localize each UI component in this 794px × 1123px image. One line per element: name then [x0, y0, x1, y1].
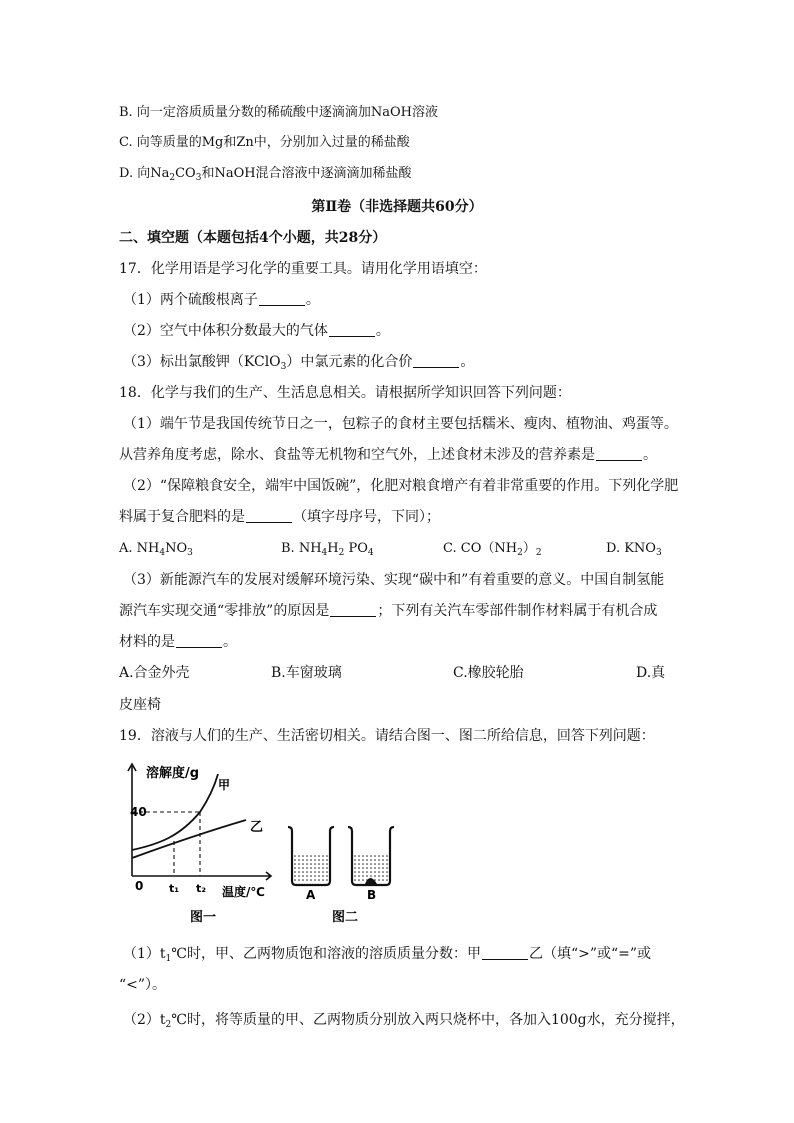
figure-1-caption: 图一 — [190, 910, 217, 925]
q18-sub3-line2: 源汽车实现交通“零排放”的原因是 ；下列有关汽车零部件制作材料属于有机合成 — [119, 603, 658, 619]
x-tick-t2: t₂ — [196, 882, 207, 895]
material-option-d-cont: 皮座椅 — [119, 697, 161, 713]
q18-sub2-line1: （2）“保障粮食安全，端牢中国饭碗”，化肥对粮食增产有着非常重要的作用。下列化学肥 — [123, 478, 679, 494]
q17-sub2: （2）空气中体积分数最大的气体 。 — [123, 323, 390, 339]
q19-stem: 19．溶液与人们的生产、生活密切相关。请结合图一、图二所给信息，回答下列问题： — [119, 728, 655, 744]
q19-sub1-line1: $(1)t_1℃$时，甲、乙两物质饱和溶液的溶质质量分数：甲 乙（填“>”或“=”或 — [123, 946, 652, 964]
answer-blank[interactable] — [259, 291, 305, 306]
q16-option-b: B. 向一定溶质质量分数的稀硫酸中逐滴滴加NaOH溶液 — [119, 105, 438, 120]
option-d: D. $KNO_3$ — [606, 541, 662, 558]
option-b: B. $NH_4H_2$ $PO_4$ — [281, 541, 374, 558]
curve-yi-label: 乙 — [250, 820, 264, 835]
option-c: C. $CO(NH_2)_2$ — [443, 541, 542, 558]
figure-2-beakers — [282, 815, 397, 930]
q18-sub1-line1: （1）端午节是我国传统节日之一，包粽子的食材主要包括糯米、瘦肉、植物油、鸡蛋等。 — [123, 416, 678, 432]
answer-blank[interactable] — [176, 633, 222, 648]
answer-blank[interactable] — [413, 353, 459, 368]
q17-sub3: （3）标出氯酸钾（KClO$_3$）中氯元素的化合价 。 — [123, 354, 475, 372]
q16-option-d: D. 向$Na_2CO_3$和NaOH混合溶液中逐滴滴加稀盐酸 — [119, 166, 412, 183]
figure-1-solubility-graph — [120, 758, 280, 928]
beaker-b — [348, 827, 394, 885]
beaker-b-label: B — [367, 888, 377, 902]
part-heading: 二、填空题（本题包括4个小题，共28分） — [119, 230, 387, 246]
curve-yi — [132, 820, 246, 858]
x-tick-t1: t₁ — [169, 882, 180, 895]
option-a: A. $NH_4NO_3$ — [119, 541, 193, 558]
material-option-d: D.真 — [636, 665, 666, 681]
q17-sub1: （1）两个硫酸根离子 。 — [123, 292, 320, 308]
q18-stem: 18．化学与我们的生产、生活息息相关。请根据所学知识回答下列问题： — [119, 385, 571, 401]
x-axis-label: 温度/℃ — [222, 885, 265, 899]
curve-jia-label: 甲 — [218, 778, 231, 792]
material-option-a: A.合金外壳 — [119, 665, 190, 681]
q19-sub2-line1: $(2)t_2℃$时，将等质量的甲、乙两物质分别放入两只烧杯中，各加入100g水，充分搅拌， — [123, 1012, 685, 1030]
q18-sub1-line2: 从营养角度考虑，除水、食盐等无机物和空气外，上述食材未涉及的营养素是 。 — [119, 447, 657, 463]
q18-sub3-line3: 材料的是 。 — [119, 634, 237, 650]
answer-blank[interactable] — [330, 602, 376, 617]
q19-sub1-line2: “<”）。 — [119, 977, 167, 993]
answer-blank[interactable] — [482, 945, 528, 960]
material-option-c: C.橡胶轮胎 — [453, 665, 524, 681]
answer-blank[interactable] — [596, 446, 642, 461]
q16-option-c: C. 向等质量的Mg和Zn中，分别加入过量的稀盐酸 — [119, 135, 410, 150]
q18-sub3-line1: （3）新能源汽车的发展对缓解环境污染、实现“碳中和”有着重要的意义。中国自制氢能 — [123, 572, 665, 588]
answer-blank[interactable] — [329, 322, 375, 337]
y-tick-40: 40 — [130, 805, 147, 819]
q18-sub2-line2: 料属于复合肥料的是 （填字母序号，下同）； — [119, 509, 440, 525]
beaker-a — [288, 827, 334, 885]
material-option-b: B.车窗玻璃 — [271, 665, 342, 681]
figure-2-caption: 图二 — [332, 910, 359, 925]
y-axis-label: 溶解度/g — [146, 766, 200, 781]
section-title: 第Ⅱ卷（非选择题共60分） — [311, 199, 483, 215]
q17-stem: 17．化学用语是学习化学的重要工具。请用化学用语填空： — [119, 261, 487, 277]
beaker-a-label: A — [306, 888, 316, 902]
origin-label: 0 — [135, 879, 144, 893]
answer-blank[interactable] — [246, 508, 292, 523]
